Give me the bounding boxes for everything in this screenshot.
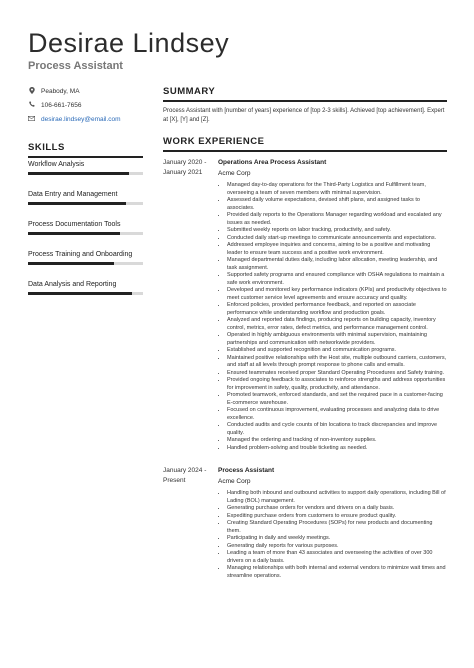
job-bullet: • Developed and monitored key performance indicators (KPIs) and productivity objectives to meet customer service level agreements and ensure accuracy and quality.	[227, 287, 447, 302]
skill-item	[28, 251, 143, 281]
job-company: Acme Corp	[218, 478, 251, 485]
job-bullet: • Ensured teammates received proper Standard Operating Procedures and Safety training.	[227, 370, 447, 378]
job-bullet: • Addressed employee inquiries and concerns, aiming to be a positive and motivating leader to ensure team success and a positive work environment.	[227, 242, 447, 257]
job-bullet: • Generating purchase orders for vendors and drivers on a daily basis.	[227, 505, 447, 513]
experience-heading: WORK EXPERIENCE	[163, 136, 447, 152]
job-role: Process Assistant	[28, 60, 123, 72]
skill-level-bar	[28, 292, 143, 295]
main-column	[163, 86, 447, 580]
job-bullet: • Assessed daily volume expectations, devised shift plans, and assigned tasks to associates.	[227, 197, 447, 212]
job-bullet: • Handled problem-solving and trouble ticketing as needed.	[227, 445, 447, 453]
contact-email[interactable]	[28, 112, 121, 126]
phone-text: 106-661-7656	[41, 101, 82, 109]
job-bullet: • Supported safety programs and ensured compliance with OSHA regulations to maintain a safe work environment.	[227, 272, 447, 287]
skill-label: Data Entry and Management	[28, 191, 118, 198]
skills-heading: SKILLS	[28, 142, 143, 158]
skill-level-fill	[28, 232, 120, 235]
job-bullet: • Focused on continuous improvement, evaluating processes and analyzing data to drive excellence.	[227, 407, 447, 422]
job-body	[218, 158, 447, 452]
email-link[interactable]: desirae.lindsey@email.com	[41, 115, 121, 123]
job-bullets	[218, 182, 447, 452]
skill-label: Workflow Analysis	[28, 161, 85, 168]
skill-item	[28, 191, 143, 221]
job-entry	[163, 466, 447, 580]
skill-level-fill	[28, 292, 132, 295]
job-bullet: • Established and supported recognition and communication programs.	[227, 347, 447, 355]
job-bullet: • Conducted daily start-up meetings to communicate announcements and expectations.	[227, 235, 447, 243]
skill-level-bar	[28, 232, 143, 235]
job-dates: January 2020 - January 2021	[163, 159, 207, 176]
job-bullet: • Generating daily reports for various purposes.	[227, 543, 447, 551]
skill-level-bar	[28, 262, 143, 265]
location-icon	[28, 87, 35, 96]
job-bullet: • Creating Standard Operating Procedures (SOPs) for new products and documenting them.	[227, 520, 447, 535]
job-bullets	[218, 490, 447, 580]
job-bullet: • Analyzed and reported data findings, producing reports on building capacity, inventory control, metrics, error rates, defect metrics, and performance management control.	[227, 317, 447, 332]
skill-item	[28, 281, 143, 311]
job-body	[218, 466, 447, 580]
job-bullet: • Promoted teamwork, enforced standards, and set the required pace in a customer-facing E-commerce warehouse.	[227, 392, 447, 407]
skill-item	[28, 221, 143, 251]
skill-level-bar	[28, 172, 143, 175]
job-bullet: • Provided ongoing feedback to associates to reinforce strengths and address opportunities for improvement in safety, quality, productivity, and attendance.	[227, 377, 447, 392]
skill-label: Process Training and Onboarding	[28, 251, 133, 258]
job-bullet: • Operated in highly ambiguous environments with minimal supervision, maintaining partnerships and communication with networkwide providers.	[227, 332, 447, 347]
skill-level-bar	[28, 202, 143, 205]
contact-info	[28, 84, 121, 126]
skill-level-fill	[28, 262, 114, 265]
job-bullet: • Participating in daily and weekly meetings.	[227, 535, 447, 543]
job-bullet: • Submitted weekly reports on labor tracking, productivity, and safety.	[227, 227, 447, 235]
skill-level-fill	[28, 202, 126, 205]
job-title: Process Assistant	[218, 467, 275, 474]
phone-icon	[28, 101, 35, 109]
location-text: Peabody, MA	[41, 87, 80, 95]
job-title: Operations Area Process Assistant	[218, 159, 327, 166]
job-bullet: • Provided daily reports to the Operations Manager regarding workload and escalated any issues as needed.	[227, 212, 447, 227]
job-bullet: • Enforced policies, provided performance feedback, and reported on associate performance while understanding workflow and production goals.	[227, 302, 447, 317]
skill-label: Data Analysis and Reporting	[28, 281, 117, 288]
job-bullet: • Managed day-to-day operations for the Third-Party Logistics and Fulfillment team, overseeing a team of seven members with minimal supervision.	[227, 182, 447, 197]
summary-heading: SUMMARY	[163, 86, 447, 102]
job-company: Acme Corp	[218, 170, 251, 177]
job-bullet: • Maintained positive relationships with the Host site, multiple outbound carriers, customers, and staff at all levels through prompt response to phone calls and emails.	[227, 355, 447, 370]
contact-location	[28, 84, 121, 98]
skills-list	[28, 161, 143, 311]
job-bullet: • Leading a team of more than 43 associates and overseeing the activities of over 300 drivers on a daily basis.	[227, 550, 447, 565]
job-dates: January 2024 - Present	[163, 467, 207, 484]
contact-phone	[28, 98, 121, 112]
skill-label: Process Documentation Tools	[28, 221, 121, 228]
skill-item	[28, 161, 143, 191]
job-bullet: • Handling both inbound and outbound activities to support daily operations, including Bill of Lading (BOL) management.	[227, 490, 447, 505]
summary-text: Process Assistant with [number of years] experience of [top 2-3 skills]. Achieved [top achievement]. Expert at [X], [Y] and [Z].	[163, 108, 445, 123]
job-bullet: • Managed the ordering and tracking of non-inventory supplies.	[227, 437, 447, 445]
candidate-name: Desirae Lindsey	[28, 28, 230, 58]
email-icon	[28, 116, 35, 123]
job-entry	[163, 158, 447, 452]
job-bullet: • Managed departmental duties daily, including labor allocation, meeting leadership, and task assignment.	[227, 257, 447, 272]
job-bullet: • Expediting purchase orders from customers to ensure product quality.	[227, 513, 447, 521]
job-bullet: • Conducted audits and cycle counts of bin locations to track discrepancies and improve quality.	[227, 422, 447, 437]
skill-level-fill	[28, 172, 129, 175]
job-bullet: • Managing relationships with both internal and external vendors to minimize wait times and streamline operations.	[227, 565, 447, 580]
